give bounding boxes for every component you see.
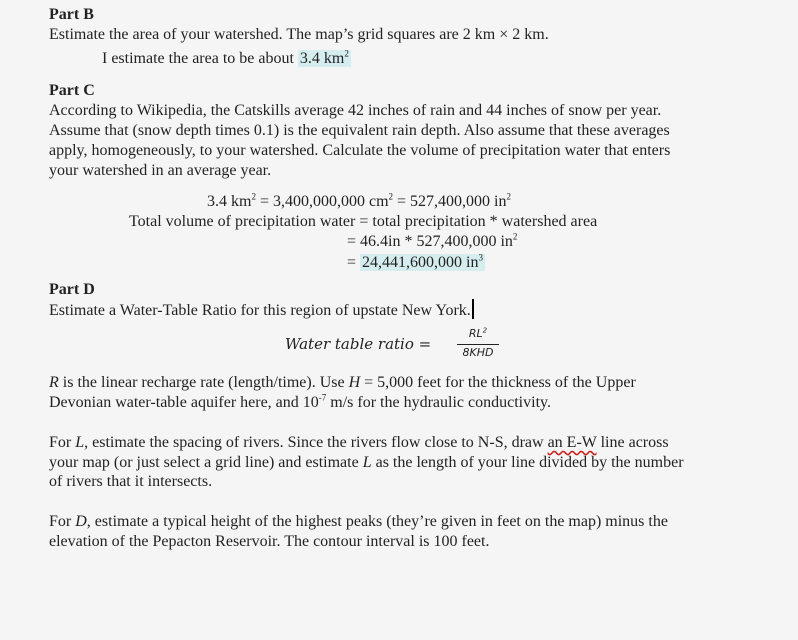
d-description-line-2: elevation of the Pepacton Reservoir. The contour interval is 100 feet.	[49, 533, 490, 550]
part-b-answer[interactable]	[102, 49, 351, 69]
part-c-line-1: According to Wikipedia, the Catskills average 42 inches of rain and 44 inches of snow per year.	[49, 102, 662, 119]
equation-denominator: 8KHD	[462, 346, 494, 359]
answer-prefix: I estimate the area to be about	[102, 50, 298, 67]
part-c-line-2: Assume that (snow depth times 0.1) is the equivalent rain depth. Also assume that these averages	[49, 122, 670, 139]
part-b-heading: Part B	[49, 6, 94, 23]
volume-result-highlight[interactable]: 24,441,600,000 $in^3$	[362, 252, 483, 271]
spellcheck-underline[interactable]: an E-W	[547, 434, 597, 451]
text-cursor	[472, 299, 474, 319]
part-b-prompt: Estimate the area of your watershed. The map’s grid squares are 2 km × 2 km.	[49, 26, 549, 43]
volume-formula: Total volume of precipitation water = total precipitation * watershed area	[129, 213, 598, 230]
l-description-line-2: your map (or just select a grid line) and estimate L as the length of your line divided by the number	[49, 454, 684, 471]
area-exponent: 2	[344, 48, 349, 59]
d-description-line-1: For D, estimate a typical height of the highest peaks (they’re given in feet on the map) minus the	[49, 513, 668, 530]
part-c-line-3: apply, homogeneously, to your watershed. Calculate the volume of precipitation water that enters	[49, 142, 671, 159]
part-c-heading: Part C	[49, 82, 95, 99]
part-d-heading: Part D	[49, 281, 95, 298]
r-description-line-1: R is the linear recharge rate (length/time). Use H = 5,000 feet for the thickness of the Upper	[49, 374, 636, 391]
part-d-prompt-text: Estimate a Water-Table Ratio for this region of upstate New York.	[49, 302, 471, 319]
volume-result[interactable]: = 24,441,600,000 $in^3$	[347, 252, 483, 271]
area-value: 3.4 km	[299, 50, 345, 67]
volume-calc: = 46.4in * 527,400,000 $in^2$	[347, 231, 518, 250]
r-description-line-2: Devonian water-table aquifer here, and $10^{-7}$ m/s for the hydraulic conductivity.	[49, 392, 551, 411]
part-d-prompt[interactable]	[49, 299, 474, 321]
area-answer-highlight[interactable]	[298, 50, 351, 67]
part-c-line-4: your watershed in an average year.	[49, 162, 272, 179]
l-description-line-3: of rivers that it intersects.	[49, 473, 213, 490]
l-description-line-1: For L, estimate the spacing of rivers. Since the rivers flow close to N-S, draw an E-W line across	[49, 434, 669, 451]
equation-label: Water table ratio =	[285, 335, 432, 353]
conversion-calc: 3.4 $km^2 = 3,400,000,000$ $cm^2 = 527,400,000$ $in^2$	[207, 191, 511, 210]
equation-numerator: $RL^2$	[468, 326, 488, 340]
